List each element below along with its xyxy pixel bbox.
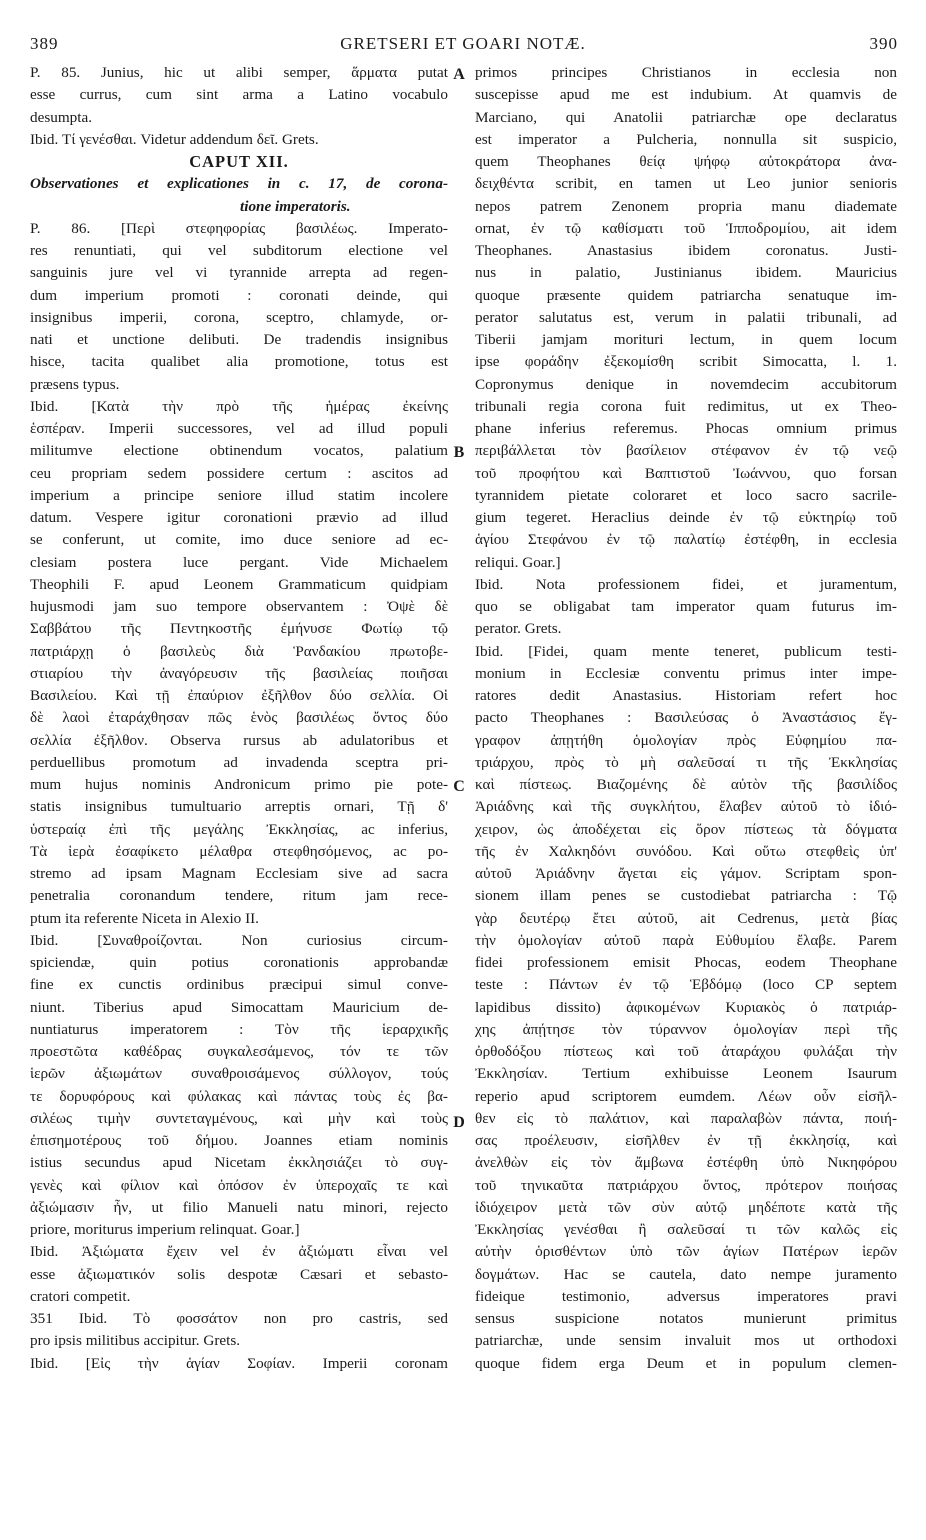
text-line-left: nuntiaturus imperatorem : Τὸν τῆς ἱεραρχικῆς	[30, 1020, 448, 1038]
text-line-left: hisce, tacita qualibet alia promotione, totus est	[30, 353, 448, 371]
page-number-left: 389	[30, 34, 59, 53]
running-title: GRETSERI ET GOARI NOTÆ.	[340, 34, 586, 53]
text-line-left: ἐπισημοτέρους τοῦ δήμου. Joannes etiam nominis	[30, 1132, 448, 1149]
text-line-left: ἀξιώμασιν ἦν, ut filio Manueli natu minori, rejecto	[30, 1198, 448, 1216]
text-line-left: penetralia coronandum tendere, ritum jam rece-	[30, 887, 448, 905]
text-line-left: sanguinis jure vel vi tyrannide arrepta ad regen-	[30, 264, 448, 282]
text-line-right: Theophanes. Anastasius ibidem coronatus. Justi-	[475, 242, 897, 259]
text-line-left: mum hujus nominis Andronicum primo pie pote-	[30, 776, 448, 793]
text-line-right: teste : Πάντων ἐν τῷ Ἑβδόμῳ (loco CP septem	[475, 976, 897, 994]
text-line-right: reliqui. Goar.]	[475, 553, 561, 571]
text-line-right: quoque præsente quidem patriarcha senatuque im-	[475, 286, 897, 304]
text-line-left: ὑστεραίᾳ ἐπὶ τῆς μεγάλης Ἐκκλησίας, ac inferius,	[30, 820, 448, 838]
text-line-right: ratores dedit Anastasius. Historiam refert hoc	[475, 687, 897, 704]
text-line-right: perator. Grets.	[475, 620, 562, 638]
text-line-left: nati et unctione delibuti. De tradendis insignibus	[30, 331, 448, 348]
text-line-right: χης ἀπῄτησε τὸν τύραννον ὁμολογίαν περὶ τῆς	[475, 1020, 897, 1038]
text-line-left: P. 85. Junius, hic ut alibi semper, ἅρματα putat	[30, 64, 448, 81]
text-line-right: quoque fidem erga Deum et in populum clemen-	[475, 1354, 897, 1372]
text-line-left: se conferunt, ut comite, imo duce seniore ad ec-	[30, 531, 448, 549]
text-line-right: ὀρθοδόξου πίστεως καὶ τοῦ ἀταράχου φυλάξαι τὴν	[475, 1043, 897, 1060]
text-line-right: αὐτοῦ Ἀριάδνην ἄγεται εἰς γάμον. Scriptam spon-	[475, 865, 897, 882]
left-column	[30, 62, 448, 1375]
text-line-left: Τὰ ἱερὰ ἐσαφίκετο μέλαθρα στεφθησόμενος, ac po-	[30, 842, 448, 860]
text-line-right: nepos patrem Zenonem propria manu diademate	[475, 197, 897, 215]
text-line-right: nus in palatio, Justinianus ibidem. Mauricius	[475, 264, 897, 282]
text-line-right: quem Theophanes θείᾳ ψήφῳ αὐτοκράτορα ἀνα-	[475, 153, 897, 170]
text-line-left: spiciendæ, quin potius coronationis approbandæ	[30, 954, 448, 971]
text-line-left: τε δορυφόρους καὶ φύλακας καὶ πάντας τοὺς ἐς βα-	[30, 1087, 448, 1105]
text-line-right: δογμάτων. Hac se cautela, dato nempe juramento	[475, 1265, 897, 1283]
text-line-right: ἀνελθὼν εἰς τὸν ἄμβωνα ἐστέφθη ὑπὸ Νικηφόρου	[475, 1154, 897, 1172]
text-line-right: ipse φοράδην ἐξεκομίσθη scribit Simocatta, l. 1.	[475, 353, 897, 371]
text-line-left: πατριάρχῃ ὁ βασιλεὺς διὰ Ῥανδακίου πρωτοβε-	[30, 642, 448, 660]
text-line-left: Σαββάτου τῆς Πεντηκοστῆς ἐμήνυσε Φωτίῳ τῷ	[30, 620, 448, 638]
text-line-left: esse ἀξιωματικόν solis despotæ Cæsari et sebasto-	[30, 1265, 448, 1283]
text-line-right: quo se obligabat tam imperator quam futurus im-	[475, 598, 897, 615]
text-line-left: perduellibus promotum ad invadenda sceptra pri-	[30, 753, 448, 771]
margin-letter-a: A	[453, 66, 465, 83]
text-line-left: ἑσπέραν. Imperii successores, vel ad illud populi	[30, 420, 448, 437]
text-line-right: tyrannidem pietate coloraret et loco sacro sacrile-	[475, 486, 897, 504]
text-line-right: χειρον, ὡς ἀποδέχεται εἰς ὅρον πίστεως τὰ δόγματα	[475, 820, 897, 838]
text-line-left: res renuntiati, qui vel subditorum electione vel	[30, 242, 448, 259]
text-line-right: τοῦ τηνικαῦτα πατριάρχου ὄντος, πρότερον ποιήσας	[475, 1176, 897, 1194]
text-line-right: τριάρχου, πρὸς τὸ μὴ σαλεῦσαί τι τῆς Ἐκκλησίας	[475, 753, 897, 771]
text-line-left: tione imperatoris.	[240, 197, 351, 215]
text-line-right: ἰδιόχειρον μετὰ τῶν σὺν αὐτῷ μηδέποτε κατὰ τῆς	[475, 1198, 897, 1216]
text-line-right: αὐτὴν ὁρισθέντων ὑπὸ τῶν ἁγίων Πατέρων ἱερῶν	[475, 1243, 897, 1261]
text-line-right: σας προέλευσιν, εἰσῆλθεν ἐν τῇ ἐκκλησίᾳ, καὶ	[475, 1132, 897, 1149]
text-line-left: ceu propriam sedem possidere certum : ascitos ad	[30, 464, 448, 482]
text-line-left: δὲ λαοὶ ἐταράχθησαν πῶς ἑνὸς βασιλέως ὄντος δύο	[30, 709, 448, 727]
text-line-right: tribunali regia corona fuit redimitus, ut ex Theo-	[475, 397, 897, 415]
text-line-left: P. 86. [Περὶ στεφηφορίας βασιλέως. Imperato-	[30, 219, 448, 237]
text-line-left: datum. Vespere igitur coronationi prævio ad illud	[30, 509, 448, 526]
text-line-left: præsens typus.	[30, 375, 120, 393]
text-line-left: esse currus, cum sint arma a Latino vocabulo	[30, 86, 448, 104]
text-line-left: pro ipsis militibus accipitur. Grets.	[30, 1332, 241, 1350]
text-line-left: priore, moriturus imperium relinquat. Goar.]	[30, 1221, 300, 1238]
text-line-left: Ibid. [Εἰς τὴν ἁγίαν Σοφίαν. Imperii coronam	[30, 1354, 448, 1372]
text-line-left: στιαρίου τὴν ἀναγόρευσιν τῆς βασιλείας ποιῆσαι	[30, 664, 448, 682]
text-line-left: ἱερῶν ἀξιωμάτων συναθροισάμενος σύλλογον, τούς	[30, 1065, 448, 1083]
margin-letter-d: D	[453, 1114, 465, 1131]
right-column	[475, 62, 897, 1375]
text-line-left: σιλέως τιμὴν συντεταγμένους, καὶ μὴν καὶ τοὺς	[30, 1109, 448, 1127]
text-line-left: Ibid. [Κατὰ τὴν πρὸ τῆς ἡμέρας ἐκείνης	[30, 397, 448, 415]
text-line-right: lapidibus dissito) ἀφικομένων Κυριακὸς ὁ πατριάρ-	[475, 998, 897, 1016]
text-line-right: Ἐκκλησίας γενέσθαι ἢ σαλεῦσαί τι τῶν καλῶς εἰς	[475, 1221, 897, 1238]
text-line-right: primos principes Christianos in ecclesia non	[475, 64, 897, 81]
text-line-right: θεν εἰς τὸ παλάτιον, καὶ παραλαβὼν πάντα, ποιή-	[475, 1109, 897, 1127]
text-line-right: γραφον ἀπῃτήθη ὁμολογίαν πρὸς Εὐφημίου πα-	[475, 731, 897, 749]
text-line-left: insignibus imperii, corona, sceptro, chlamyde, or-	[30, 308, 448, 326]
text-line-right: monium in Ecclesiæ conventu primus inter impe-	[475, 664, 897, 682]
text-line-left: militumve electione obtinendum vocatos, palatium	[30, 442, 448, 460]
text-line-right: τῆς ἐν Χαλκηδόνι συνόδου. Καὶ οὕτω στεφθεὶς ὑπ'	[475, 842, 897, 860]
text-line-right: patriarchæ, unde sensim invaluit mos ut orthodoxi	[475, 1332, 897, 1350]
text-line-right: γὰρ δευτέρῳ ἔτει αὐτοῦ, ait Cedrenus, μετὰ βίας	[475, 909, 897, 927]
text-line-left: Ibid. Τί γενέσθαι. Videtur addendum δεῖ. Grets.	[30, 130, 319, 148]
text-line-left: istius secundus apud Nicetam ἐκκλησιάζει τὸ συγ-	[30, 1154, 448, 1172]
text-line-left: γενὲς καὶ φίλιον καὶ ὁπόσον ἐν ὑπεροχαῖς τε καὶ	[30, 1176, 448, 1194]
text-line-right: ἁγίου Στεφάνου ἐν τῷ παλατίῳ ἐστέφθη, in ecclesia	[475, 531, 897, 549]
text-line-left: Βασιλείου. Καὶ τῇ ἐπαύριον ἐξῆλθον δύο σελλία. Οἱ	[30, 687, 448, 704]
text-line-right: fideique testimonio, adversus imperatores pravi	[475, 1287, 897, 1305]
text-line-left: cratori competit.	[30, 1287, 131, 1305]
text-line-left: Ibid. [Συναθροίζονται. Non curiosius circum-	[30, 931, 448, 949]
text-line-left: stremo ad ipsam Magnam Ecclesiam sive ad sacra	[30, 865, 448, 882]
text-line-left: statis insignibus tumultuario arreptis ornari, Τῇ δ'	[30, 798, 448, 816]
text-line-right: perator salutatus est, verum in palatii tribunali, ad	[475, 308, 897, 326]
text-line-right: τὴν ὁμολογίαν αὐτοῦ παρὰ Εὐθυμίου ἔλαβε. Parem	[475, 931, 897, 949]
text-line-right: Tiberii jamjam morituri lectum, in quem locum	[475, 331, 897, 348]
text-line-right: fidei professionem emisit Phocas, eodem Theophane	[475, 954, 897, 971]
text-line-left: dum imperium promoti : coronati deinde, qui	[30, 286, 448, 304]
text-line-right: δειχθέντα scribit, en tamen ut Leo junior senioris	[475, 175, 897, 193]
text-line-left: ptum ita referente Niceta in Alexio II.	[30, 909, 259, 927]
text-line-left: Ibid. Ἀξιώματα ἔχειν vel ἐν ἀξιώματι εἶναι vel	[30, 1243, 448, 1261]
text-line-left: clesiam postera luce pergant. Vide Michaelem	[30, 553, 448, 571]
text-line-right: περιβάλλεται τὸν βασίλειον στέφανον ἐν τῷ νεῷ	[475, 442, 897, 460]
text-line-right: est imperator a Pulcheria, nonnulla sit suspicio,	[475, 130, 897, 148]
text-line-right: Marciano, qui Anatolii patriarchæ ope declaratus	[475, 108, 897, 126]
text-line-right: Ἀριάδνης καὶ τῆς συγκλήτου, ἔλαβεν αὐτοῦ τὸ ἰδιό-	[475, 798, 897, 816]
text-line-right: sensus suspicione notatos munierunt primitus	[475, 1310, 897, 1327]
text-line-left: 351 Ibid. Τὸ φοσσάτον non pro castris, sed	[30, 1310, 448, 1327]
text-line-right: καὶ πίστεως. Βιαζομένης δὲ αὐτὸν τῆς βασιλίδος	[475, 776, 897, 793]
text-line-left: fine ex cunctis ordinibus præcipui simul conve-	[30, 976, 448, 994]
text-line-right: phane inferius referemus. Phocas omnium primus	[475, 420, 897, 437]
text-line-right: sionem illam penes se custodiebat patriarcha : Τῷ	[475, 887, 897, 905]
text-line-left: niunt. Tiberius apud Simocattam Mauricium de-	[30, 998, 448, 1016]
text-line-right: Ibid. Nota professionem fidei, et juramentum,	[475, 575, 897, 593]
margin-letter-b: B	[453, 444, 465, 461]
text-line-right: reperio apud scriptorem eumdem. Λέων οὖν εἰσῆλ-	[475, 1087, 897, 1105]
text-line-left: imperium a principe seniore illud statim incolere	[30, 486, 448, 504]
text-line-right: ornat, ἐν τῷ καθίσματι τοῦ Ἱπποδρομίου, ait idem	[475, 219, 897, 237]
text-line-right: suscepisse apud me est indubium. At quamvis de	[475, 86, 897, 104]
margin-letter-c: C	[453, 778, 465, 795]
page-number-right: 390	[869, 34, 898, 53]
text-line-left: desumpta.	[30, 108, 93, 126]
text-line-right: Ibid. [Fidei, quam mente teneret, publicum testi-	[475, 642, 897, 660]
text-line-right: Copronymus denique in novemdecim accubitorum	[475, 375, 897, 393]
text-line-right: Ἐκκλησίαν. Tertium exhibuisse Leonem Isaurum	[475, 1065, 897, 1083]
text-line-right: τοῦ προφήτου καὶ Βαπτιστοῦ Ἰωάννου, quo forsan	[475, 464, 897, 482]
text-line-left: προεστῶτα καθέδρας συγκαλεσάμενος, τόν τε τῶν	[30, 1043, 448, 1060]
text-line-left: CAPUT XII.	[189, 152, 289, 171]
text-line-left: Observationes et explicationes in c. 17, de corona-	[30, 175, 448, 193]
text-line-left: σελλία ἐξῆλθον. Observa rursus ab adulatoribus et	[30, 731, 448, 749]
text-line-right: pacto Theophanes : Βασιλεύσας ὁ Ἀναστάσιος ἔγ-	[475, 709, 897, 727]
text-line-left: Theophili F. apud Leonem Grammaticum quidpiam	[30, 575, 448, 593]
text-line-left: hujusmodi jam suo tempore observantem : Ὀψὲ δὲ	[30, 598, 448, 615]
text-line-right: gium tegeret. Heraclius deinde ἐν τῷ εὐκτηρίῳ τοῦ	[475, 509, 897, 526]
